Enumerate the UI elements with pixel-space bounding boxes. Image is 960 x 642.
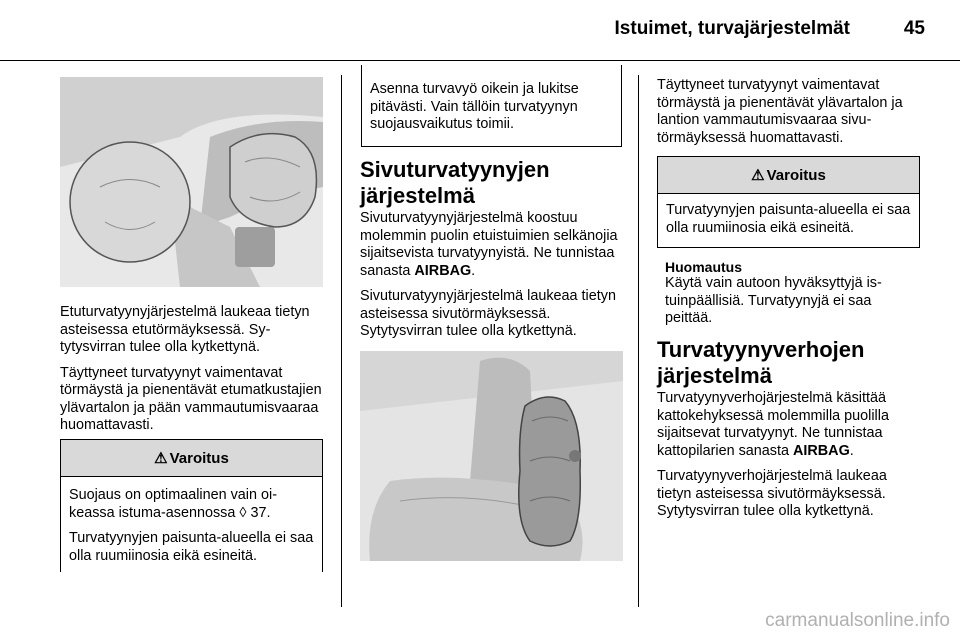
paragraph [360, 210, 624, 280]
warning-text-main: Suojaus on optimaalinen vain oikeassa istuma-asennossa [69, 487, 278, 521]
note-title: Huomautus [665, 259, 742, 275]
column-2-text [360, 210, 624, 341]
paragraph-text: . [849, 442, 854, 459]
page-reference-icon: ◊ [239, 504, 247, 521]
warning-triangle-icon: ⚠ [751, 167, 765, 184]
warning-header [61, 440, 322, 477]
column-rule-1 [341, 75, 342, 607]
warning-text [69, 487, 314, 522]
paragraph-text: Turvatyynyverhojärjestelmä käsittää kattokehyksessä molemmilla puolilla sijaitsevat turvatyynyt. Ne tunnistaa kattopilarien sanasta [657, 390, 889, 459]
paragraph-text: . [471, 262, 476, 279]
warning-box-1 [60, 439, 323, 572]
seatbelt-note-box [361, 65, 622, 147]
paragraph [657, 390, 925, 460]
airbag-label: AIRBAG [793, 442, 850, 459]
column-1-text [60, 304, 325, 435]
note [665, 259, 920, 328]
column-3-text-bottom [657, 390, 925, 521]
side-airbag-image [360, 351, 623, 561]
paragraph: Turvatyynyverhojärjestelmä laukeaa tietyn asteisessa sivutörmäyksessä. Sytytysvirran tulee olla kytkettynä. [657, 468, 887, 519]
section-title-curtain-airbags: Turvatyynyverhojen järjestelmä [657, 337, 865, 388]
page-reference: 37. [250, 504, 271, 521]
paragraph: Täyttyneet turvatyynyt vaimentavat törmäystä ja pienentävät etumatkustajien ylävartalon ja pään vammautumisvaaraa huomattavasti. [60, 364, 322, 433]
page-number: 45 [903, 18, 925, 39]
warning-body [61, 477, 322, 573]
column-rule-2 [638, 75, 639, 607]
warning-text: Turvatyynyjen paisunta-alueella ei saa olla ruumiinosia eikä esineitä. [69, 530, 314, 564]
column-3-text-top [657, 77, 922, 147]
section-title-side-airbags: Sivuturvatyynyjen järjestelmä [360, 157, 550, 208]
paragraph-text: Sivuturvatyynyjärjestelmä koostuu molemmin puolin etuistuimien selkänojia sijaitsevista turvatyynyistä. Ne tunnistaa sanasta [360, 210, 618, 279]
paragraph: Etuturvatyynyjärjestelmä laukeaa tietyn asteisessa etutörmäyksessä. Sytytysvirran tulee olla kytkettynä. [60, 304, 310, 355]
front-airbags-image [60, 77, 323, 287]
paragraph: Täyttyneet turvatyynyt vaimentavat törmäystä ja pienentävät ylävartalon ja lantion vammautumisvaaraa sivutörmäyksessä huomattavasti. [657, 77, 903, 146]
page-header-title: Istuimet, turvajärjestelmät [614, 18, 850, 39]
header-rule [0, 60, 960, 61]
note-box-text: Asenna turvavyö oikein ja lukitse pitävästi. Vain tällöin turvatyynyn suojausvaikutus toimii. [370, 81, 579, 132]
warning-triangle-icon: ⚠ [154, 450, 168, 467]
warning-title: Varoitus [766, 166, 826, 184]
note-text: Käytä vain autoon hyväksyttyjä istuinpäällisiä. Turvatyynyjä ei saa peittää. [665, 275, 882, 326]
warning-title: Varoitus [169, 449, 229, 467]
warning-header [658, 157, 919, 194]
warning-box-2 [657, 156, 920, 248]
warning-text: Turvatyynyjen paisunta-alueella ei saa olla ruumiinosia eikä esineitä. [666, 202, 911, 236]
watermark: carmanualsonline.info [765, 610, 950, 631]
paragraph: Sivuturvatyynyjärjestelmä laukeaa tietyn asteisessa sivutörmäyksessä. Sytytysvirran tulee olla kytkettynä. [360, 288, 616, 339]
airbag-label: AIRBAG [414, 262, 472, 279]
